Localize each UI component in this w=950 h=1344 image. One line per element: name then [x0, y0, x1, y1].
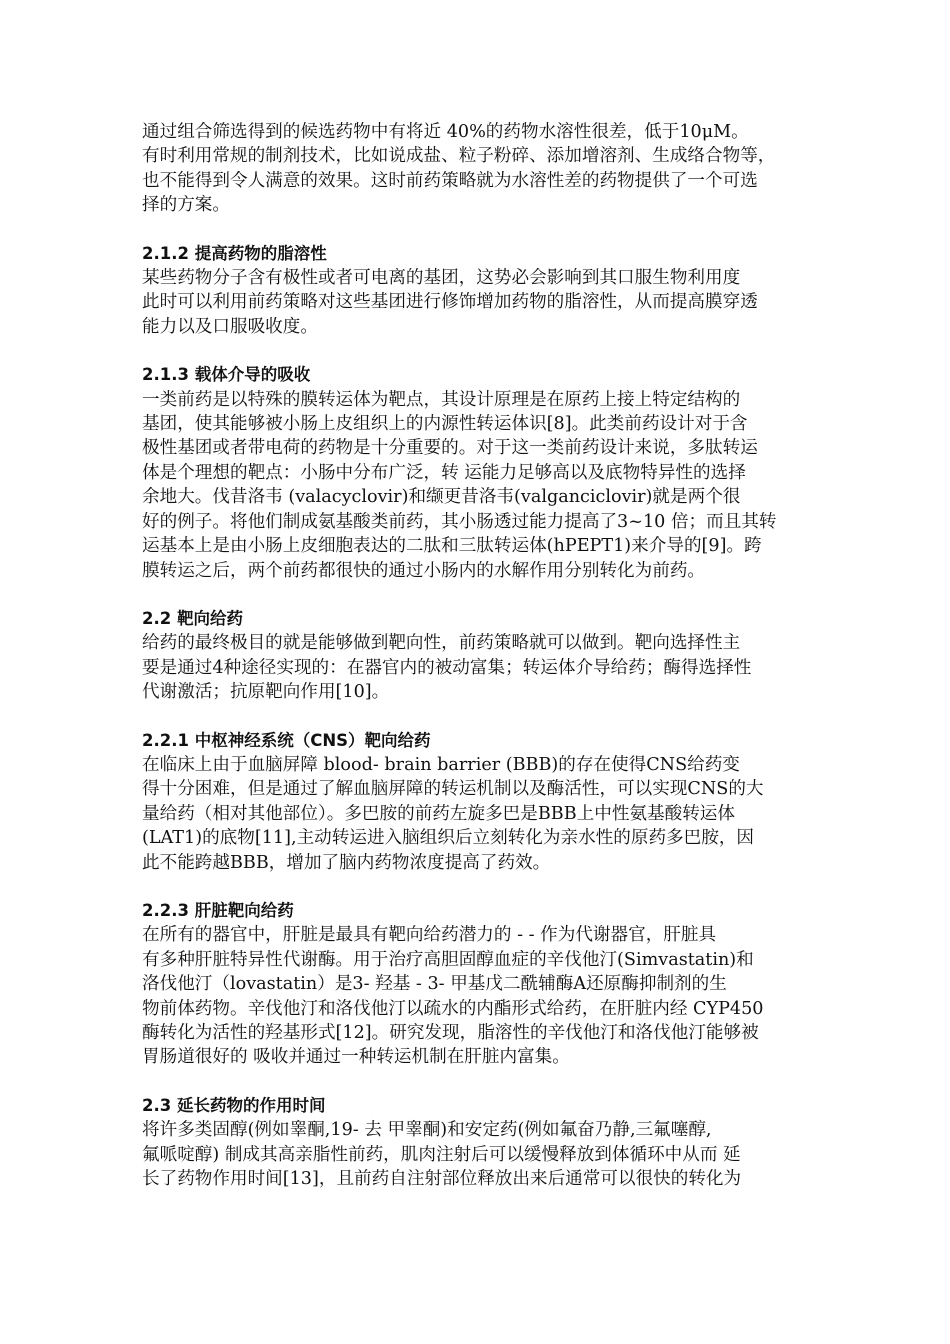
text-line: 酶转化为活性的羟基形式[12]。研究发现，脂溶性的辛伐他汀和洛伐他汀能够被 [142, 1023, 759, 1043]
text-line: 有时利用常规的制剂技术，比如说成盐、粒子粉碎、添加增溶剂、生成络合物等， [142, 146, 776, 167]
text-line: 余地大。伐昔洛韦 (valacyclovir)和缬更昔洛韦(valganciclovir)就是两个很 [142, 487, 741, 508]
text-line: 在所有的器官中，肝脏是最具有靶向给药潜力的 - - 作为代谢器官，肝脏具 [142, 925, 717, 946]
section-heading: 2.2 靶向给药 [142, 608, 243, 628]
section-paragraph [142, 388, 814, 583]
section-paragraph [142, 266, 814, 339]
text-line: 有多种肝脏特异性代谢酶。用于治疗高胆固醇血症的辛伐他汀(Simvastatin)和 [142, 949, 754, 970]
text-line: 代谢激活；抗原靶向作用[10]。 [142, 682, 390, 703]
section-paragraph [142, 1118, 814, 1191]
text-line: 此不能跨越BBB，增加了脑内药物浓度提高了药效。 [142, 852, 551, 873]
section-heading: 2.2.3 肝脏靶向给药 [142, 900, 294, 920]
text-line: 洛伐他汀（lovastatin）是3- 羟基 - 3- 甲基戊二酰辅酶A还原酶抑制剂的生 [142, 974, 727, 995]
section-paragraph [142, 923, 814, 1069]
text-line: 体是个理想的靶点：小肠中分布广泛，转 运能力足够高以及底物特异性的选择 [142, 462, 746, 483]
text-line: 氟哌啶醇) 制成其高亲脂性前药，肌肉注射后可以缓慢释放到体循环中从而 延 [142, 1144, 741, 1165]
text-line: 给药的最终极目的就是能够做到靶向性，前药策略就可以做到。靶向选择性主 [142, 633, 741, 654]
text-line: 长了药物作用时间[13]，且前药自注射部位释放出来后通常可以很快的转化为 [142, 1169, 742, 1190]
text-line: 此时可以利用前药策略对这些基团进行修饰增加药物的脂溶性，从而提高膜穿透 [142, 292, 758, 313]
text-line: 运基本上是由小肠上皮细胞表达的二肽和三肽转运体(hPEPT1)来介导的[9]。跨 [142, 536, 762, 557]
text-line: 也不能得到令人满意的效果。这时前药策略就为水溶性差的药物提供了一个可选 [142, 170, 758, 191]
text-line: 在临床上由于血脑屏障 blood- brain barrier (BBB)的存在使得CNS给药变 [142, 754, 740, 775]
text-line: 好的例子。将他们制成氨基酸类前药，其小肠透过能力提高了3~10 倍；而且其转 [142, 511, 777, 532]
document-page [142, 120, 814, 1191]
text-line: 通过组合筛选得到的候选药物中有将近 40%的药物水溶性很差，低于10μM。 [142, 122, 749, 142]
text-line: 某些药物分子含有极性或者可电离的基团，这势必会影响到其口服生物利用度 [142, 268, 741, 289]
text-line: 能力以及口服吸收度。 [142, 316, 318, 337]
text-line: (LAT1)的底物[11],主动转运进入脑组织后立刻转化为亲水性的原药多巴胺，因 [142, 828, 755, 849]
text-line: 一类前药是以特殊的膜转运体为靶点，其设计原理是在原药上接上特定结构的 [142, 389, 741, 410]
text-line: 膜转运之后，两个前药都很快的通过小肠内的水解作用分别转化为前药。 [142, 560, 706, 581]
section-paragraph [142, 631, 814, 704]
text-line: 择的方案。 [142, 195, 230, 216]
text-line: 量给药（相对其他部位）。多巴胺的前药左旋多巴是BBB上中性氨基酸转运体 [142, 803, 735, 824]
text-line: 得十分困难，但是通过了解血脑屏障的转运机制以及酶活性，可以实现CNS的大 [142, 779, 764, 800]
section-heading: 2.1.3 载体介导的吸收 [142, 365, 311, 385]
text-line: 基团，使其能够被小肠上皮组织上的内源性转运体识[8]。此类前药设计对于含 [142, 414, 748, 435]
section-heading: 2.1.2 提高药物的脂溶性 [142, 243, 327, 263]
text-line: 将许多类固醇(例如睾酮,19- 去 甲睾酮)和安定药(例如氟奋乃静,三氟噻醇, [142, 1120, 712, 1141]
text-line: 极性基团或者带电荷的药物是十分重要的。对于这一类前药设计来说，多肽转运 [142, 438, 758, 459]
section-heading: 2.3 延长药物的作用时间 [142, 1095, 326, 1115]
text-line: 胃肠道很好的 吸收并通过一种转运机制在肝脏内富集。 [142, 1047, 570, 1068]
intro-paragraph [142, 120, 814, 218]
text-line: 要是通过4种途径实现的：在器官内的被动富集；转运体介导给药；酶得选择性 [142, 657, 752, 678]
section-heading: 2.2.1 中枢神经系统（CNS）靶向给药 [142, 730, 431, 750]
text-line: 物前体药物。辛伐他汀和洛伐他汀以疏水的内酯形式给药，在肝脏内经 CYP450 [142, 998, 764, 1019]
section-paragraph [142, 753, 814, 875]
